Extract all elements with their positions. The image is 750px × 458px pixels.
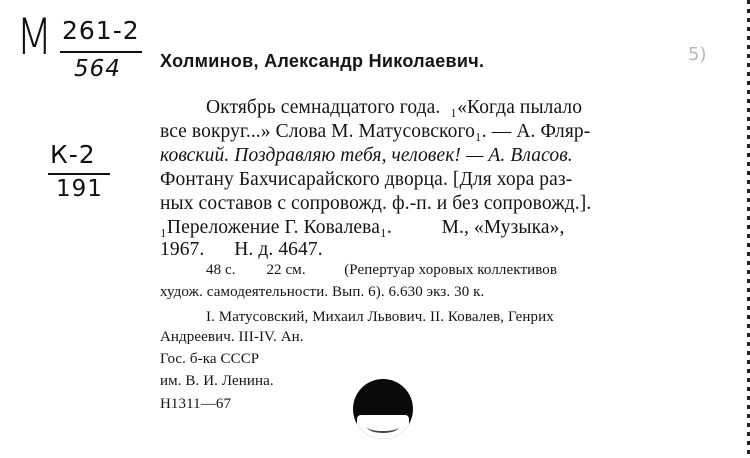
collection-letter: М <box>16 8 54 66</box>
entry-line: Фонтану Бахчисарайского дворца. [Для хора раз- <box>160 169 573 190</box>
tracing-line: I. Матусовский, Михаил Львович. II. Ковалев, Генрих <box>206 309 554 325</box>
library-line: Гос. б-ка СССР <box>160 351 260 367</box>
faint-mark: 5) <box>688 44 707 65</box>
physical-description-line: худож. самодеятельности. Вып. 6). 6.630 экз. 30 к. <box>160 284 485 300</box>
physical-description-line: 48 с. 22 см. (Репертуар хоровых коллективов <box>206 262 558 278</box>
entry-line: ₁Переложение Г. Ковалева₁. М., «Музыка», <box>160 217 565 238</box>
alt-number-bottom: 191 <box>56 176 103 202</box>
alt-number-top: К-2 <box>50 140 96 169</box>
entry-line: все вокруг...» Слова М. Матусовского₁. — А. Фляр- <box>160 121 591 142</box>
library-line: им. В. И. Ленина. <box>160 373 274 389</box>
entry-line: ных составов с сопровожд. ф.-п. и без сопровожд.]. <box>160 193 592 214</box>
card-number: Н1311—67 <box>160 396 232 412</box>
entry-line: Октябрь семнадцатого года. ₁«Когда пылало <box>206 97 583 118</box>
entry-line: ковский. Поздравляю тебя, человек! — А. Власов. <box>160 145 573 166</box>
punch-hole-stamp <box>353 379 413 439</box>
author-heading: Холминов, Александр Николаевич. <box>160 51 485 71</box>
shelf-number-bottom: 564 <box>74 56 121 82</box>
shelf-number-divider <box>60 51 142 53</box>
alt-number-divider <box>48 173 110 175</box>
stamp-ink-mark <box>367 421 399 433</box>
tracing-line: Андреевич. III-IV. Ан. <box>160 329 304 345</box>
shelf-number-top: 261-2 <box>62 16 140 45</box>
entry-line: 1967. Н. д. 4647. <box>160 239 323 260</box>
